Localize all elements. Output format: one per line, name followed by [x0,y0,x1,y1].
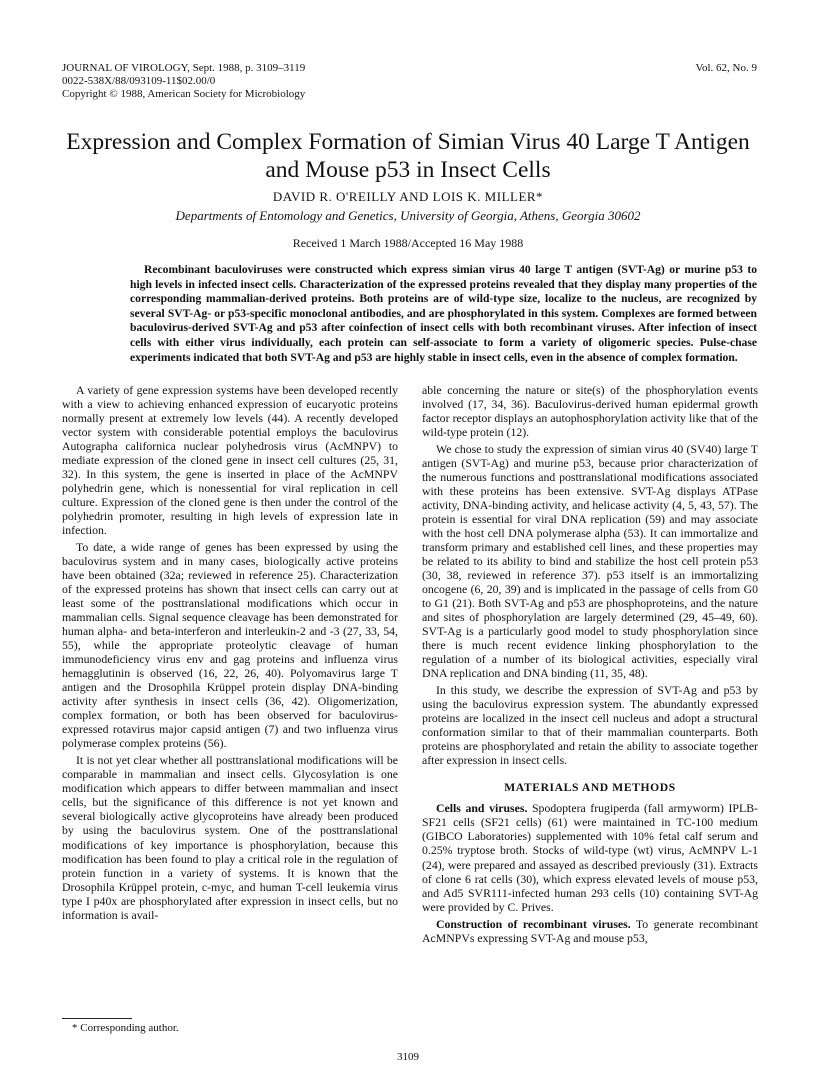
footnote-divider [62,1018,132,1019]
methods-paragraph [422,801,758,913]
journal-header [62,62,305,101]
methods-paragraph [422,917,758,945]
body-paragraph: We chose to study the expression of simian virus 40 (SV40) large T antigen (SVT-Ag) and murine p53, because prior characterization of the numerous functions and posttranslational modifications associated with these proteins has been extensive. SVT-Ag displays ATPase activity, DNA-binding activity, and helicase activity (4, 5, 43, 57). The protein is essential for viral DNA replication (59) and may associate with the host cell DNA polymerase alpha (53). It can immortalize and transform primary and established cell lines, and these properties may be related to its ability to bind and stabilize the host cell protein p53 (30, 38, reviewed in reference 37). p53 itself is an immortalizing oncogene (6, 20, 39) and is implicated in the passage of cells from G0 to G1 (21). Both SVT-Ag and p53 are phosphoproteins, and the nature and sites of phosphorylation are largely determined (29, 45–49, 60). SVT-Ag is a particularly good model to study phosphorylation since there is much recent evidence linking phosphorylation to the regulation of a number of its biological activities, especially viral DNA replication and DNA binding (11, 35, 48). [422,442,758,681]
methods-text: Spodoptera frugiperda (fall armyworm) IPLB-SF21 cells (SF21 cells) (61) were maintained in TC-100 medium (GIBCO Laboratories) supplemented with 10% fetal calf serum and 0.25% tryptose broth. Stocks of wild-type (wt) virus, AcMNPV L-1 (24), were prepared and assayed as described previously (31). Extracts of clone 6 rat cells (30), which express elevated levels of mouse p53, and Ad5 SVR111-infected human 293 cells (10) containing SVT-Ag were provided by C. Prives. [422,801,758,914]
authors: DAVID R. O'REILLY AND LOIS K. MILLER* [272,189,544,204]
volume-issue: Vol. 62, No. 9 [695,62,757,74]
run-in-heading: Cells and viruses. [436,801,528,816]
body-paragraph: In this study, we describe the expression of SVT-Ag and p53 by using the baculovirus expression system. The abundantly expressed proteins are localized in the insect cell nucleus and adopt a structural conformation similar to that of their mammalian counterparts. Both proteins are phosphorylated and retain the ability to associate together after expression in insect cells. [422,683,758,768]
abstract: Recombinant baculoviruses were constructed which express simian virus 40 large T antigen (SVT-Ag) or murine p53 to high levels in infected insect cells. Characterization of the expressed proteins revealed that they display many properties of the corresponding mammalian-derived proteins. Both proteins are of wild-type size, localize to the nucleus, are recognized by several SVT-Ag- or p53-specific monoclonal antibodies, and are phosphorylated in this system. Complexes are formed between baculovirus-derived SVT-Ag and p53 after coinfection of insect cells with both recombinant viruses. After infection of insect cells with either virus individually, each protein can self-associate to form a variety of oligomeric species. Pulse-chase experiments indicated that both SVT-Ag and p53 are highly stable in insect cells, even in the absence of complex formation. [130,263,757,364]
body-paragraph: To date, a wide range of genes has been expressed by using the baculovirus system and in many cases, biologically active proteins have been obtained (32a; reviewed in reference 25). Characterization of the expressed proteins has shown that insect cells can carry out at least some of the posttranslational modifications which occur in mammalian cells. Signal sequence cleavage has been demonstrated for human alpha- and beta-interferon and interleukin-2 and -3 (27, 33, 54, 55), while the appropriate proteolytic cleavage of human immunodeficiency virus env and gag proteins and influenza virus hemagglutinin is observed (16, 22, 26, 40). Polyomavirus large T antigen and the Drosophila Krüppel protein display DNA-binding activity after synthesis in insect cells (36, 42). Oligomerization, complex formation, or both has been observed for baculovirus-expressed rotavirus major capsid antigen (7) and two influenza virus polymerase complex proteins (56). [62,540,398,751]
body-paragraph: A variety of gene expression systems have been developed recently with a view to achieving enhanced expression of eucaryotic proteins normally present at extremely low levels (44). A recently developed vector system with considerable potential employs the baculovirus Autographa californica nuclear polyhedrosis virus (AcMNPV) to mediate expression of the cloned gene in insect cell cultures (25, 31, 32). In this system, the gene is inserted in place of the AcMNPV polyhedrin gene, which is nonessential for viral replication in cell culture. Expression of the cloned gene is then under the control of the polyhedrin promoter, resulting in high levels of expression late in infection. [62,383,398,538]
journal-code: 0022-538X/88/093109-11$02.00/0 [62,75,216,87]
body-paragraph: It is not yet clear whether all posttranslational modifications will be comparable in mammalian and insect cells. Glycosylation is one modification which appears to differ between mammalian and insect cells, but the significance of this difference is not yet known and several biologically active glycoproteins have already been produced by using the baculovirus system. One of the posttranslational modifications of key importance is phosphorylation, because this modification has been found to play a critical role in the regulation of protein function in a variety of systems. It is known that the Drosophila Krüppel protein, c-myc, and human T-cell leukemia virus type I p40x are phosphorylated after expression in insect cells, but no information is avail- [62,753,398,922]
run-in-heading: Construction of recombinant viruses. [436,916,631,931]
journal-citation: JOURNAL OF VIROLOGY, Sept. 1988, p. 3109–3119 [62,62,306,74]
section-heading: MATERIALS AND METHODS [504,781,676,795]
methods-text: To generate recombinant AcMNPVs expressing SVT-Ag and mouse p53, [422,916,758,945]
left-column [62,383,398,922]
right-column [422,383,758,945]
copyright-notice: Copyright © 1988, American Society for Microbiology [62,88,306,100]
footnote: * Corresponding author. [72,1022,179,1034]
page-number: 3109 [397,1051,419,1063]
body-paragraph: able concerning the nature or site(s) of the phosphorylation events involved (17, 34, 36). Baculovirus-derived human epidermal growth factor receptor displays an autophosphorylation activity like that of the wild-type protein (12). [422,383,758,440]
article-title: Expression and Complex Formation of Simian Virus 40 Large T Antigen and Mouse p53 in Insect Cells [66,129,750,183]
received-date: Received 1 March 1988/Accepted 16 May 1988 [292,236,524,250]
affiliation: Departments of Entomology and Genetics, University of Georgia, Athens, Georgia 30602 [175,208,641,223]
